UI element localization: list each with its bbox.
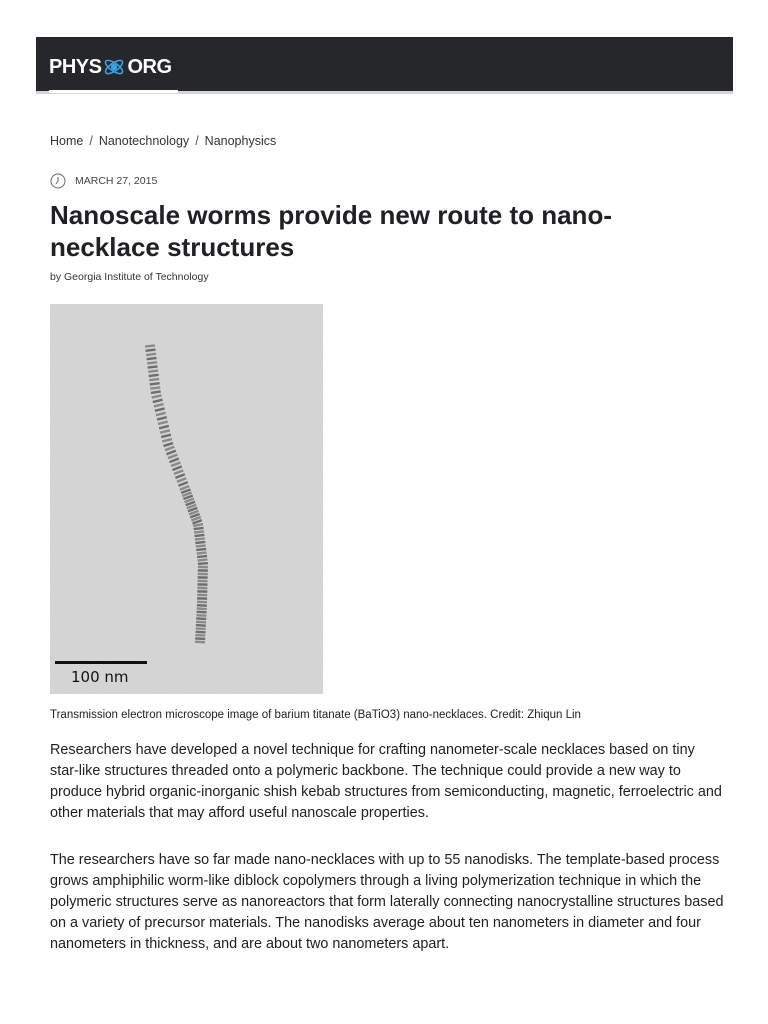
image-caption: Transmission electron microscope image of barium titanate (BaTiO3) nano-necklaces. Credit: Zhiqun Lin [50, 709, 581, 721]
breadcrumb [50, 134, 276, 148]
logo-underline [49, 90, 178, 93]
nanodisk-bead [197, 601, 207, 604]
logo-left-text: PHYS [49, 55, 102, 78]
breadcrumb-separator: / [195, 134, 199, 148]
breadcrumb-nanophysics[interactable]: Nanophysics [204, 134, 277, 148]
clock-icon [50, 173, 66, 189]
tem-micrograph [50, 304, 323, 694]
article-title: Nanoscale worms provide new route to nano-necklace structures [50, 200, 612, 262]
logo-right-text: ORG [127, 55, 172, 78]
article-paragraph: The researchers have so far made nano-necklaces with up to 55 nanodisks. The template-based process grows amphiphilic worm-like diblock copolymers through a living polymerization technique in which the polymeric structures serve as nanoreactors that form laterally connecting nanocrystalline structures based on a variety of precursor materials. The nanodisks average about ten nanometers in diameter and four nanometers in thickness, and are about two nanometers apart. [50, 852, 724, 952]
scale-bar [55, 661, 147, 664]
article-byline: by Georgia Institute of Technology [50, 271, 209, 283]
article-date: MARCH 27, 2015 [75, 175, 158, 187]
nanodisk-bead [197, 590, 207, 593]
nanodisk-bead [197, 604, 207, 607]
nanodisk-bead [198, 576, 208, 579]
nanodisk-bead [198, 580, 208, 583]
nanodisk-bead [197, 597, 207, 600]
breadcrumb-home[interactable]: Home [50, 134, 84, 148]
nanodisk-bead [197, 587, 207, 590]
breadcrumb-nanotechnology[interactable]: Nanotechnology [98, 134, 190, 148]
nanodisk-bead [197, 583, 207, 586]
article-dateline [50, 173, 157, 189]
site-logo[interactable] [49, 55, 172, 79]
breadcrumb-separator: / [89, 134, 93, 148]
nanodisk-bead [197, 594, 207, 597]
nanodisk-bead [198, 569, 208, 572]
article-image [50, 304, 323, 694]
scale-bar-label: 100 nm [71, 668, 129, 686]
nanodisk-bead [198, 573, 208, 576]
nanodisk-bead [198, 566, 208, 569]
atom-logo-icon [102, 55, 126, 79]
article-paragraph: Researchers have developed a novel technique for crafting nanometer-scale necklaces based on tiny star-like structures threaded onto a polymeric backbone. The technique could provide a new way to produce hybrid organic-inorganic shish kebab structures from semiconducting, magnetic, ferroelectric and other materials that may afford useful nanoscale properties. [50, 742, 722, 821]
